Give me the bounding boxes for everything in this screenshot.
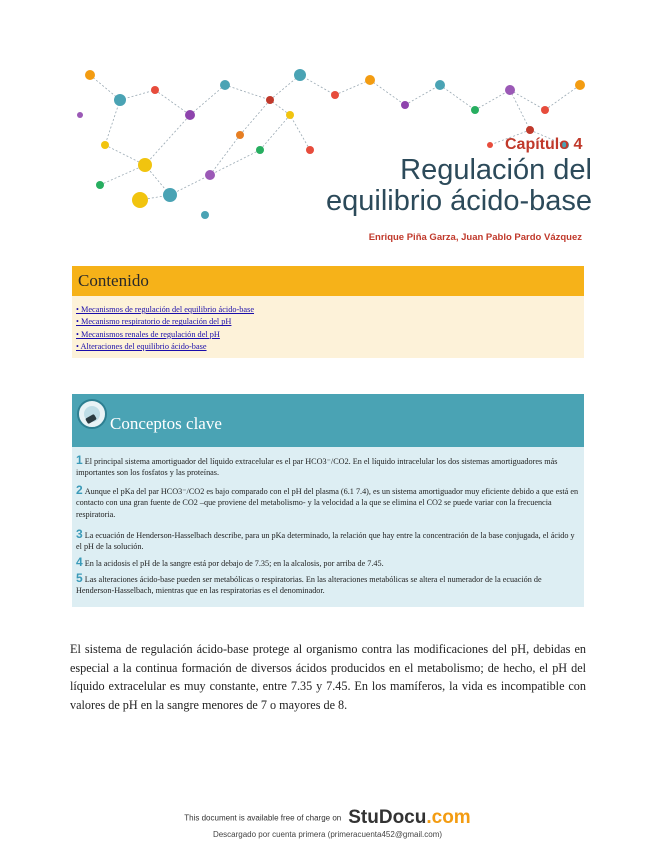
contenido-heading-bar (72, 266, 584, 296)
concepto-number: 3 (76, 527, 83, 541)
contenido-box (72, 296, 584, 358)
title-line-2: equilibrio ácido-base (326, 185, 592, 217)
studocu-logo[interactable] (348, 807, 470, 828)
toc-link-respiratorio[interactable]: • Mecanismo respiratorio de regulación del pH (76, 317, 232, 327)
chapter-label: Capítulo 4 (505, 136, 583, 153)
concepto-number: 5 (76, 571, 83, 585)
footer-notice-text: This document is available free of charge on (184, 813, 342, 823)
concepto-number: 1 (76, 453, 83, 467)
contenido-heading: Contenido (78, 271, 149, 290)
concepto-item (76, 529, 579, 553)
toc-link-mecanismos[interactable]: • Mecanismos de regulación del equilibrio ácido-base (76, 305, 255, 314)
concepto-item (76, 573, 579, 597)
conceptos-box (72, 447, 584, 607)
concepto-item (76, 485, 579, 520)
footer-notice (0, 807, 655, 829)
conceptos-heading: Conceptos clave (110, 414, 222, 433)
conceptos-badge-icon (76, 398, 108, 430)
toc-link-alteraciones[interactable]: • Alteraciones del equilibrio ácido-base (76, 342, 207, 352)
conceptos-heading-bar (72, 394, 584, 447)
concepto-item (76, 455, 579, 479)
concepto-number: 4 (76, 555, 83, 569)
studocu-brand-suffix: .com (426, 807, 471, 828)
concepto-text: Aunque el pKa del par HCO3⁻/CO2 es bajo comparado con el pH del plasma (6.1 7.4), es un sistema amortiguador muy eficiente debido a que está en contacto con una gran fuente de CO2 –que proviene del metabolismo- y la velocidad a la que se elimina el CO2 se puede variar con la frecuencia respiratoria. (76, 487, 579, 519)
concepto-text: El principal sistema amortiguador del líquido extracelular es el par HCO3⁻/CO2. En el líquido intracelular los dos sistemas amortiguadores más importantes son los fosfatos y las proteínas. (76, 457, 558, 478)
concepto-number: 2 (76, 483, 83, 497)
body-paragraph: El sistema de regulación ácido-base protege al organismo contra las modificaciones del pH, debidas en especial a la continua formación de diversos ácidos producidos en el metabolismo; de hecho, el pH del líquido extracelular es muy constante, entre 7.35 y 7.45. En los mamíferos, la vida es incompatible con valores de pH en la sangre menores de 7 o mayores de 8. (70, 642, 586, 712)
studocu-brand-main: StuDocu (348, 807, 427, 828)
chapter-title (302, 155, 592, 217)
download-credit: Descargado por cuenta primera (primeracuenta452@gmail.com) (212, 830, 443, 839)
concepto-text: La ecuación de Henderson-Hasselbach describe, para un pKa determinado, la relación que hay entre la concentración de la base conjugada, el ácido y el pH de la solución. (76, 531, 575, 552)
concepto-text: En la acidosis el pH de la sangre está por debajo de 7.35; en la alcalosis, por arriba de 7.45. (84, 559, 384, 568)
concepto-item (76, 557, 579, 569)
table-of-contents (76, 304, 254, 354)
toc-link-renales[interactable]: • Mecanismos renales de regulación del pH (76, 329, 220, 339)
authors: Enrique Piña Garza, Juan Pablo Pardo Vázquez (368, 232, 582, 243)
concepto-text: Las alteraciones ácido-base pueden ser metabólicas o respiratorias. En las alteraciones metabólicas se altera el numerador de la ecuación de Henderson-Hasselbach, mientras que en las respiratorias es el denominador. (76, 575, 542, 596)
title-line-1: Regulación del (400, 154, 592, 186)
